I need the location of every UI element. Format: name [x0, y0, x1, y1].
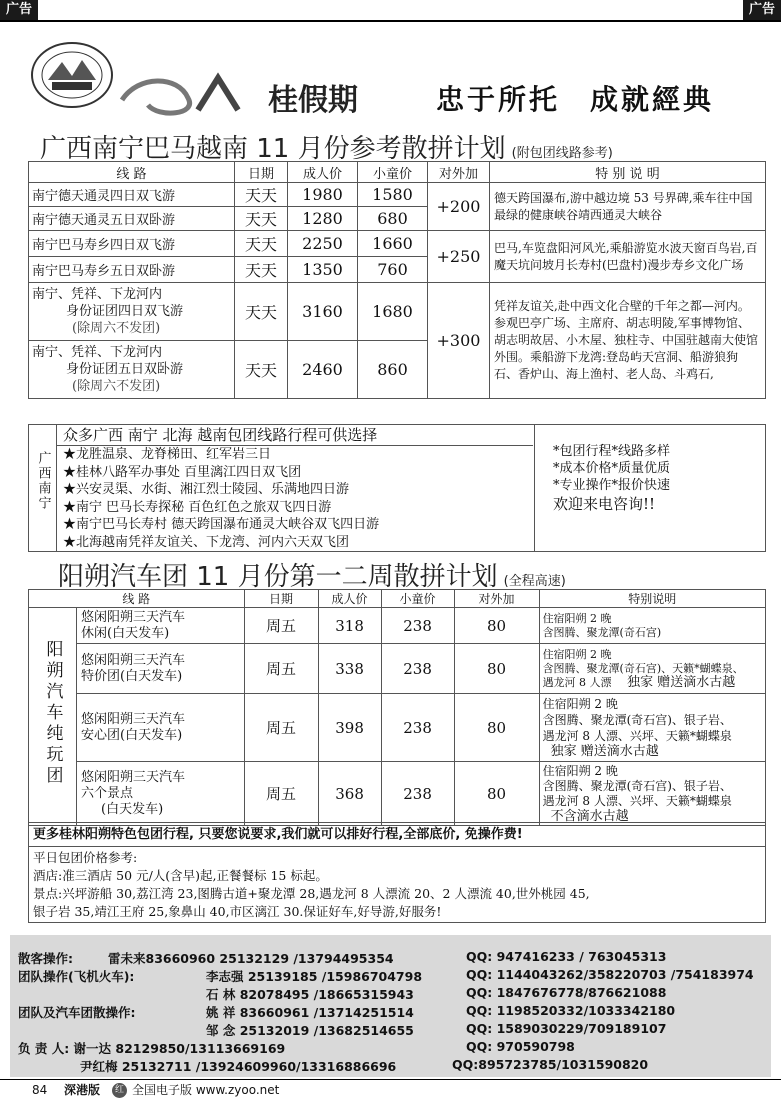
child-price: 238	[381, 644, 454, 694]
date: 周五	[244, 762, 318, 826]
date: 天天	[235, 341, 288, 399]
adult-price: 1280	[288, 207, 358, 231]
header	[0, 30, 781, 122]
coach-tour-label: 阳朔汽车纯玩团	[29, 608, 77, 826]
child-price: 1680	[358, 283, 428, 341]
col-route: 线 路	[29, 162, 235, 183]
special-note: 住宿阳朔 2 晚 含图腾、聚龙潭(奇石宫)	[539, 608, 765, 644]
custom-tour-header: 众多广西 南宁 北海 越南包团线路行程可供选择	[57, 425, 533, 446]
date: 天天	[235, 207, 288, 231]
brand-text: 桂假期	[268, 83, 358, 118]
table-header-row	[29, 162, 766, 183]
col-date: 日期	[244, 590, 318, 608]
custom-tour-features	[534, 425, 766, 551]
col-child: 小童价	[358, 162, 428, 183]
table-row	[29, 183, 766, 207]
date: 天天	[235, 257, 288, 283]
slogan-part-1: 忠于所托	[436, 83, 561, 116]
adult-price: 1980	[288, 183, 358, 207]
special-note: 住宿阳朔 2 晚 含图腾、聚龙潭(奇石宫)、天籁*蝴蝶泉、 遇龙河 8 人漂 独家 赠送滴水古越	[539, 644, 765, 694]
route: 悠闲阳朔三天汽车 特价团(白天发车)	[77, 644, 245, 694]
date: 天天	[235, 183, 288, 207]
special-note: 巴马,车览盘阳河风光,乘船游览水波天窗百鸟岩,百魔天坑问坡月长寿村(巴盘村)漫步寿乡文化广场	[490, 231, 766, 283]
edition-label: 深港版	[64, 1083, 101, 1097]
custom-tour-list	[63, 425, 533, 551]
price-ref-attractions: 景点:兴坪游船 30,荔江湾 23,图腾古道+聚龙潭 28,遇龙河 8 人漂流 20、2 人漂流 40,世外桃园 45,	[33, 886, 590, 901]
route: 悠闲阳朔三天汽车 休闲(白天发车)	[77, 608, 245, 644]
list-item: ★兴安灵渠、水街、湘江烈士陵园、乐满地四日游	[63, 482, 350, 497]
date: 周五	[244, 644, 318, 694]
adult-price: 368	[318, 762, 381, 826]
list-item: ★南宁 巴马长寿探秘 百色红色之旅双飞四日游	[63, 499, 332, 515]
section-3-title	[58, 556, 566, 593]
route: 南宁巴马寿乡五日双卧游	[29, 257, 235, 283]
adult-price: 2250	[288, 231, 358, 257]
route: 悠闲阳朔三天汽车 安心团(白天发车)	[77, 694, 245, 762]
contact-row: 团队操作(飞机火车): 李志强 25139185 /15986704798 QQ: 1144043262/358220703 /754183974	[18, 967, 754, 984]
extra-fee: +250	[428, 231, 490, 283]
table-row	[29, 694, 766, 762]
contact-row: 团队及汽车团散操作: 姚 祥 83660961 /13714251514 QQ: 1198520332/1033342180	[18, 1003, 676, 1020]
adult-price: 2460	[288, 341, 358, 399]
contact-panel: 散客操作: 雷未来83660960 25132129 /13794495354 QQ: 947416233 / 763045313 团队操作(飞机火车): 李志强 25139185 /15986704798 QQ: 1144043262/358220703 /754183974 石 林 82078495 /18665315943 QQ: 1847676778/876621088 团队及汽车团散操作: 姚 祥 83660961 /13714251514 QQ: 1198520332/1033342180 邹 念 25132019 /13682514655 QQ: 1589030229/709189107 负 责 人: 谢一达 82129850/13113669169 QQ: 970590798 尹红梅 25132711 /13924609960/13316886696 QQ:895723785/1031590820	[10, 935, 771, 1077]
special-note: 住宿阳朔 2 晚 含图腾、聚龙潭(奇石宫)、银子岩、 遇龙河 8 人漂、兴坪、天籁*蝴蝶泉 不含滴水古越	[539, 762, 765, 826]
page-footer	[0, 1079, 781, 1100]
list-item: ★北海越南凭祥友谊关、下龙湾、河内六天双飞团	[63, 534, 350, 550]
col-date: 日期	[235, 162, 288, 183]
special-note: 凭祥友谊关,赴中西文化合壁的千年之都—河内。参观巴亭广场、主席府、胡志明陵,军事博物馆、胡志明故居、小木屋、独柱寺、中国驻越南大使馆外围。乘船游下龙湾:登岛屿天宫洞、船游狼狗石、香炉山、海上渔村、老人岛、斗鸡石,	[490, 283, 766, 399]
region-label: 广西南宁	[29, 425, 57, 551]
col-extra: 对外加	[428, 162, 490, 183]
top-rule	[0, 20, 781, 22]
route: 南宁、凭祥、下龙河内 身份证团五日双卧游 (除周六不发团)	[29, 341, 235, 399]
extra-fee: +300	[428, 283, 490, 399]
adult-price: 3160	[288, 283, 358, 341]
feature-line: *成本价格*质量优质	[553, 461, 671, 476]
section-3-subtitle: (全程高速)	[503, 574, 566, 589]
child-price: 680	[358, 207, 428, 231]
child-price: 860	[358, 341, 428, 399]
section-1-heading: 广西南宁巴马越南 11 月份参考散拼计划	[40, 134, 506, 164]
table-row	[29, 283, 766, 341]
col-notes: 特 别 说 明	[490, 162, 766, 183]
ad-tag-right: 广告	[743, 0, 781, 20]
special-note: 德天跨国瀑布,游中越边境 53 号界碑,乘车往中国最绿的健康峡谷靖西通灵大峡谷	[490, 183, 766, 231]
adult-price: 338	[318, 644, 381, 694]
child-price: 1580	[358, 183, 428, 207]
child-price: 238	[381, 694, 454, 762]
price-ref-heading: 平日包团价格参考:	[33, 850, 138, 865]
price-ref-hotel: 酒店:准三酒店 50 元/人(含早)起,正餐餐标 15 标起。	[33, 868, 328, 883]
brand-logo	[118, 70, 438, 120]
consult-call: 欢迎来电咨询!!	[553, 495, 656, 513]
feature-line: *专业操作*报价快速	[553, 478, 671, 493]
date: 天天	[235, 231, 288, 257]
col-route: 线 路	[29, 590, 245, 608]
child-price: 238	[381, 608, 454, 644]
adult-price: 1350	[288, 257, 358, 283]
agency-logo	[28, 40, 116, 110]
col-child: 小童价	[381, 590, 454, 608]
date: 天天	[235, 283, 288, 341]
list-item: ★桂林八路军办事处 百里漓江四日双飞团	[63, 464, 302, 480]
section-1-title	[40, 128, 613, 165]
yangshuo-tour-table	[28, 589, 766, 826]
price-ref-attractions-cont: 银子岩 35,靖江王府 25,象鼻山 40,市区漓江 30.保证好车,好导游,好服务!	[33, 904, 442, 919]
table-row	[29, 644, 766, 694]
section-3-heading: 阳朔汽车团 11 月份第一二周散拼计划	[58, 562, 498, 592]
price-reference	[28, 847, 766, 923]
table-row	[29, 231, 766, 257]
list-item: ★龙胜温泉、龙脊梯田、红军岩三日	[63, 447, 272, 462]
extra-fee: 80	[454, 694, 539, 762]
slogan-part-2: 成就經典	[590, 83, 715, 116]
extra-fee: 80	[454, 762, 539, 826]
list-item: ★南宁巴马长寿村 德天跨国瀑布通灵大峡谷双飞四日游	[63, 517, 380, 532]
contact-row: 负 责 人: 谢一达 82129850/13113669169 QQ: 970590798	[18, 1039, 575, 1056]
section-1-subtitle: (附包团线路参考)	[511, 146, 613, 161]
col-adult: 成人价	[318, 590, 381, 608]
col-adult: 成人价	[288, 162, 358, 183]
table-row	[29, 608, 766, 644]
route: 南宁、凭祥、下龙河内 身份证团四日双飞游 (除周六不发团)	[29, 283, 235, 341]
date: 周五	[244, 608, 318, 644]
special-note: 住宿阳朔 2 晚 含图腾、聚龙潭(奇石宫)、银子岩、 遇龙河 8 人漂、兴坪、天籁*蝴蝶泉 独家 赠送滴水古越	[539, 694, 765, 762]
nanning-tour-table	[28, 161, 766, 399]
website-link[interactable]: 全国电子版 www.zyoo.net	[132, 1083, 280, 1097]
child-price: 238	[381, 762, 454, 826]
edition-badge: 红	[112, 1083, 127, 1098]
slogan	[436, 78, 714, 118]
table-header-row	[29, 590, 766, 608]
extra-fee: 80	[454, 644, 539, 694]
custom-tour-note: 更多桂林阳朔特色包团行程, 只要您说要求,我们就可以排好行程,全部底价, 免操作费!	[28, 822, 766, 847]
col-extra: 对外加	[454, 590, 539, 608]
table-row	[29, 762, 766, 826]
custom-tour-box	[28, 424, 766, 552]
page-number: 84	[32, 1083, 48, 1097]
adult-price: 318	[318, 608, 381, 644]
adult-price: 398	[318, 694, 381, 762]
route: 南宁德天通灵五日双卧游	[29, 207, 235, 231]
route: 南宁德天通灵四日双飞游	[29, 183, 235, 207]
child-price: 1660	[358, 231, 428, 257]
col-notes: 特别说明	[539, 590, 765, 608]
route: 悠闲阳朔三天汽车 六个景点 (白天发车)	[77, 762, 245, 826]
route: 南宁巴马寿乡四日双飞游	[29, 231, 235, 257]
date: 周五	[244, 694, 318, 762]
extra-fee: +200	[428, 183, 490, 231]
extra-fee: 80	[454, 608, 539, 644]
ad-tag-left: 广告	[0, 0, 38, 20]
feature-line: *包团行程*线路多样	[553, 444, 671, 459]
contact-row: 散客操作: 雷未来83660960 25132129 /13794495354 QQ: 947416233 / 763045313	[18, 949, 667, 966]
child-price: 760	[358, 257, 428, 283]
